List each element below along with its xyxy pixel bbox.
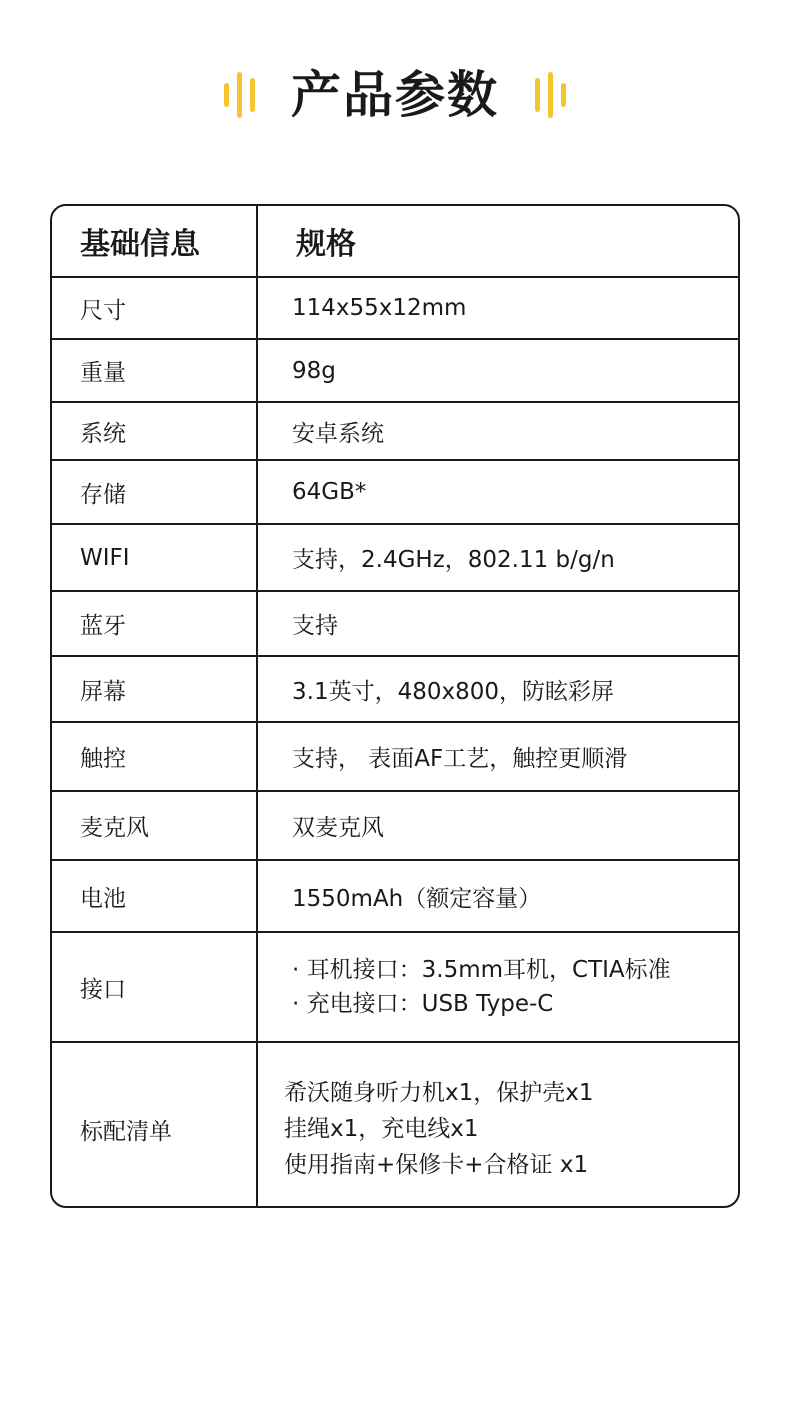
yellow-bars-right-icon <box>535 70 566 120</box>
table-header-row <box>52 206 738 278</box>
table-row <box>52 657 738 723</box>
bar-3 <box>250 78 255 112</box>
row-value: 支持，2.4GHz，802.11 b/g/n <box>292 547 615 573</box>
bar-2 <box>237 72 242 118</box>
row-value: 114x55x12mm <box>292 295 467 321</box>
row-key: 麦克风 <box>52 792 258 859</box>
row-value <box>258 1043 738 1208</box>
package-line: 挂绳x1，充电线x1 <box>284 1116 479 1142</box>
package-line: 希沃随身听力机x1，保护壳x1 <box>284 1080 594 1106</box>
row-key: 接口 <box>52 933 258 1041</box>
table-row <box>52 525 738 592</box>
row-key: 重量 <box>52 340 258 401</box>
table-row <box>52 723 738 792</box>
ports-line: · 充电接口：USB Type-C <box>292 991 554 1017</box>
table-row <box>52 861 738 933</box>
row-key: 尺寸 <box>52 278 258 338</box>
ports-line: · 耳机接口：3.5mm耳机，CTIA标准 <box>292 957 671 983</box>
table-row <box>52 592 738 657</box>
table-row <box>52 403 738 461</box>
row-value: 支持， 表面AF工艺，触控更顺滑 <box>292 746 628 772</box>
header-value: 规格 <box>296 227 356 262</box>
package-list <box>284 1078 594 1180</box>
row-key: 电池 <box>52 861 258 931</box>
header-key: 基础信息 <box>52 206 258 276</box>
ports-list <box>292 955 671 1019</box>
table-row <box>52 278 738 340</box>
row-value: 支持 <box>292 613 338 639</box>
row-value: 3.1英寸，480x800，防眩彩屏 <box>292 678 614 705</box>
row-value: 64GB* <box>292 479 367 505</box>
bar-3 <box>561 83 566 107</box>
row-value: 1550mAh（额定容量） <box>292 885 542 912</box>
table-row <box>52 792 738 861</box>
table-row <box>52 461 738 525</box>
row-value: 双麦克风 <box>292 815 384 841</box>
row-key: 标配清单 <box>52 1043 258 1208</box>
row-key: 存储 <box>52 461 258 523</box>
row-key: 屏幕 <box>52 657 258 721</box>
row-value <box>258 933 738 1041</box>
row-key: 触控 <box>52 723 258 790</box>
row-value: 安卓系统 <box>292 420 384 447</box>
table-row <box>52 340 738 403</box>
yellow-bars-left-icon <box>224 70 255 120</box>
row-value: 98g <box>292 357 336 384</box>
bar-1 <box>224 83 229 107</box>
row-key: WIFI <box>52 525 258 590</box>
table-row-ports <box>52 933 738 1043</box>
page-header <box>0 62 790 128</box>
row-key: 系统 <box>52 403 258 459</box>
row-key: 蓝牙 <box>52 592 258 655</box>
table-row-package <box>52 1043 738 1208</box>
bar-2 <box>548 72 553 118</box>
spec-table <box>50 204 740 1208</box>
package-line: 使用指南+保修卡+合格证 x1 <box>284 1152 589 1178</box>
page-title: 产品参数 <box>291 66 499 124</box>
bar-1 <box>535 78 540 112</box>
